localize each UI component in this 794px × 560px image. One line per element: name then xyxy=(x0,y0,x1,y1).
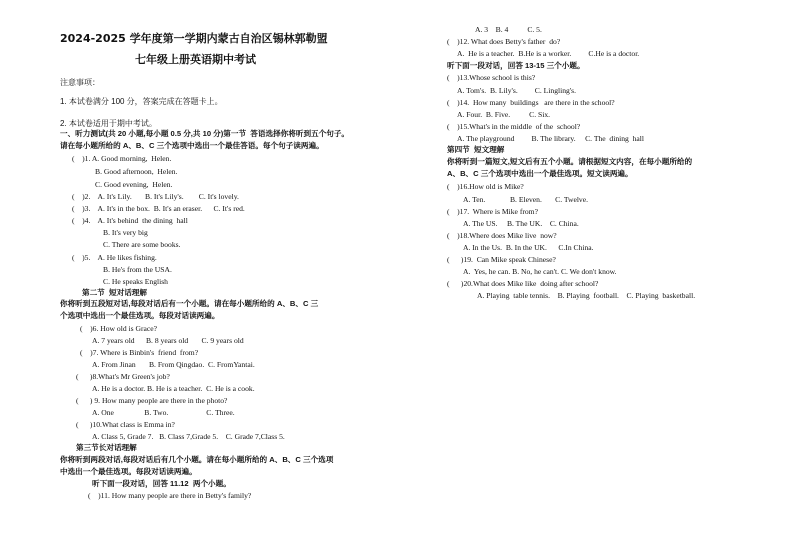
right-line-5: A. Tom's. B. Lily's. C. Lingling's. xyxy=(457,86,577,95)
right-line-8: ( )15.What's in the middle of the school? xyxy=(447,122,581,131)
left-line-28: A. One B. Two. C. Three. xyxy=(92,408,235,417)
left-line-22: A. 7 years old B. 8 years old C. 9 years old xyxy=(92,336,244,345)
left-line-9: C. Good evening, Helen. xyxy=(95,180,173,189)
left-line-33: 中选出一个最佳选项。每段对话读两遍。 xyxy=(60,467,197,476)
left-line-1: 七年级上册英语期中考试 xyxy=(135,53,256,66)
right-line-7: A. Four. B. Five. C. Six. xyxy=(457,110,551,119)
left-line-21: ( )6. How old is Grace? xyxy=(80,324,157,333)
left-line-34: 听下面一段对话，回答 11.12 两个小题。 xyxy=(92,479,231,488)
left-line-18: 第二节 短对话理解 xyxy=(82,288,147,297)
right-line-18: A. In the Us. B. In the UK. C.In China. xyxy=(463,243,594,252)
left-line-16: B. He's from the USA. xyxy=(103,265,172,274)
left-line-2: 注意事项： xyxy=(60,78,100,87)
right-line-11: 你将听到一篇短文,短文后有五个小题。请根据短文内容，在每小题所给的 xyxy=(447,157,693,166)
left-line-10: ( )2. A. It's Lily. B. It's Lily's. C. It's lovely. xyxy=(72,192,239,201)
right-line-22: A. Playing table tennis. B. Playing football. C. Playing basketball. xyxy=(477,291,696,300)
left-line-11: ( )3. A. It's in the box. B. It's an eraser. C. It's red. xyxy=(72,204,245,213)
left-line-25: ( )8.What's Mr Green's job? xyxy=(76,372,170,381)
left-line-23: ( )7. Where is Binbin's friend from? xyxy=(80,348,199,357)
left-line-30: A. Class 5, Grade 7. B. Class 7,Grade 5. C. Grade 7,Class 5. xyxy=(92,432,285,441)
right-line-6: ( )14. How many buildings are there in the school? xyxy=(447,98,615,107)
left-line-15: ( )5. A. He likes fishing. xyxy=(72,253,157,262)
right-line-3: 听下面一段对话，回答 13-15 三个小题。 xyxy=(447,61,585,70)
left-line-29: ( )10.What class is Emma in? xyxy=(76,420,175,429)
left-line-12: ( )4. A. It's behind the dining hall xyxy=(72,216,188,225)
right-line-2: A. He is a teacher. B.He is a worker. C.He is a doctor. xyxy=(457,49,640,58)
left-line-26: A. He is a doctor. B. He is a teacher. C. He is a cook. xyxy=(92,384,255,393)
right-line-9: A. The playground B. The library. C. The dining hall xyxy=(457,134,645,143)
right-line-17: ( )18.Where does Mike live now? xyxy=(447,231,557,240)
left-line-32: 你将听到两段对话,每段对话后有几个小题。请在每小题所给的 A、B、C 三个选项 xyxy=(60,455,334,464)
right-line-0: A. 3 B. 4 C. 5. xyxy=(475,25,542,34)
right-line-4: ( )13.Whose school is this? xyxy=(447,73,536,82)
right-line-10: 第四节 短文理解 xyxy=(447,145,505,154)
right-line-21: ( )20.What does Mike like doing after school? xyxy=(447,279,599,288)
left-line-27: ( ) 9. How many people are there in the photo? xyxy=(76,396,228,405)
left-line-6: 请在每小题所给的 A、B、C 三个选项中选出一个最佳答语。每个句子读两遍。 xyxy=(60,141,324,150)
right-line-16: A. The US. B. The UK. C. China. xyxy=(463,219,579,228)
left-line-14: C. There are some books. xyxy=(103,240,181,249)
left-line-19: 你将听到五段短对话,每段对话后有一个小题。请在每小题所给的 A、B、C 三 xyxy=(60,299,319,308)
left-line-24: A. From Jinan B. From Qingdao. C. FromYantai. xyxy=(92,360,255,369)
right-line-20: A. Yes, he can. B. No, he can't. C. We don't know. xyxy=(463,267,617,276)
left-line-31: 第三节长对话理解 xyxy=(76,443,137,452)
left-line-20: 个选项中选出一个最佳选项。每段对话读两遍。 xyxy=(60,311,220,320)
left-line-0: 2024-2025 学年度第一学期内蒙古自治区锡林郭勒盟 xyxy=(60,32,328,45)
left-line-8: B. Good afternoon, Helen. xyxy=(95,167,178,176)
right-line-12: A、B、C 三个选项中选出一个最佳选项。短文读两遍。 xyxy=(447,169,633,178)
left-line-3: 1. 本试卷满分 100 分，答案完成在答题卡上。 xyxy=(60,97,223,106)
left-line-7: ( )1. A. Good morning, Helen. xyxy=(72,154,172,163)
right-line-19: ( )19. Can Mike speak Chinese? xyxy=(447,255,556,264)
left-line-13: B. It's very big xyxy=(103,228,148,237)
left-line-35: ( )11. How many people are there in Betty's family? xyxy=(88,491,252,500)
left-line-17: C. He speaks English xyxy=(103,277,168,286)
left-line-4: 2. 本试卷适用于期中考试。 xyxy=(60,119,157,128)
right-line-1: ( )12. What does Betty's father do? xyxy=(447,37,561,46)
right-line-15: ( )17. Where is Mike from? xyxy=(447,207,538,216)
right-line-14: A. Ten. B. Eleven. C. Twelve. xyxy=(463,195,588,204)
left-line-5: 一、听力测试(共 20 小题,每小题 0.5 分,共 10 分)第一节 答语选择你将听到五个句子。 xyxy=(60,129,350,138)
right-line-13: ( )16.How old is Mike? xyxy=(447,182,524,191)
